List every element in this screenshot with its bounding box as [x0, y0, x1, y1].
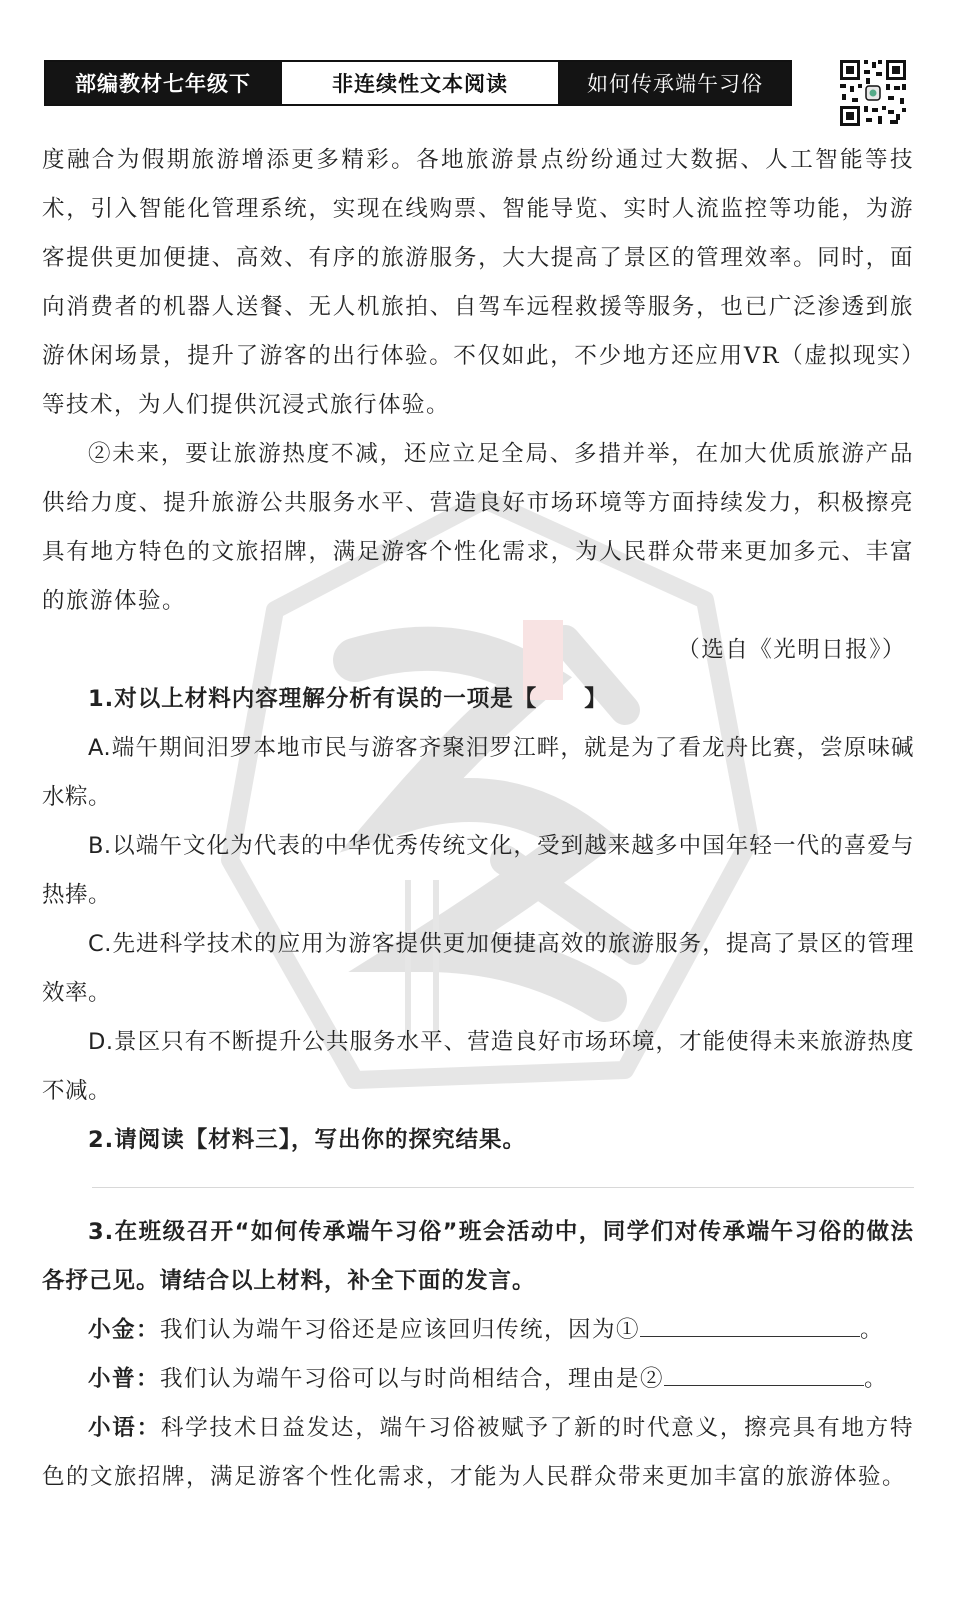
passage-source: （选自《光明日报》）: [677, 637, 906, 663]
speech-text: 我们认为端午习俗可以与时尚相结合，理由是②: [160, 1366, 665, 1392]
answer-blank-2[interactable]: [664, 1355, 864, 1386]
question-1-option-c: C.先进科学技术的应用为游客提供更加便捷高效的旅游服务，提高了景区的管理效率。: [42, 931, 914, 1006]
answer-blank-1[interactable]: [640, 1306, 860, 1337]
speech-text: 科学技术日益发达，端午习俗被赋予了新的时代意义，擦亮具有地方特色的文旅招牌，满足游客个性化需求，才能为人民群众带来更加丰富的旅游体验。: [42, 1415, 914, 1490]
speech-end: 。: [860, 1317, 885, 1343]
header-title-label: 如何传承端午习俗: [560, 62, 790, 104]
question-1-option-a: A.端午期间汨罗本地市民与游客齐聚汨罗江畔，就是为了看龙舟比赛，尝原味碱水粽。: [42, 735, 914, 810]
speech-line-xiaopu: [42, 1355, 914, 1404]
qr-code-icon[interactable]: [838, 58, 908, 128]
passage-paragraph-2: ②未来，要让旅游热度不减，还应立足全局、多措并举，在加大优质旅游产品供给力度、提升旅游公共服务水平、营造良好市场环境等方面持续发力，积极擦亮具有地方特色的文旅招牌，满足游客个性化需求，为人民群众带来更加多元、丰富的旅游体验。: [42, 441, 914, 614]
speech-text: 我们认为端午习俗还是应该回归传统，因为①: [160, 1317, 641, 1343]
speech-line-xiaoyu: [42, 1404, 914, 1502]
question-1-option-b: B.以端午文化为代表的中华优秀传统文化，受到越来越多中国年轻一代的喜爱与热捧。: [42, 833, 914, 908]
speaker-name: 小金：: [88, 1317, 161, 1343]
question-3-stem: 3.在班级召开“如何传承端午习俗”班会活动中，同学们对传承端午习俗的做法各抒己见。请结合以上材料，补全下面的发言。: [42, 1219, 914, 1294]
question-2-stem: 2.请阅读【材料三】，写出你的探究结果。: [88, 1127, 526, 1153]
question-1-option-d: D.景区只有不断提升公共服务水平、营造良好市场环境，才能使得未来旅游热度不减。: [42, 1029, 914, 1104]
answer-divider: [92, 1187, 914, 1188]
speech-end: 。: [864, 1366, 889, 1392]
main-content: [42, 136, 914, 1502]
speaker-name: 小语：: [88, 1415, 161, 1441]
speech-line-xiaojin: [42, 1306, 914, 1355]
passage-paragraph-1: 度融合为假期旅游增添更多精彩。各地旅游景点纷纷通过大数据、人工智能等技术，引入智能化管理系统，实现在线购票、智能导览、实时人流监控等功能，为游客提供更加便捷、高效、有序的旅游服务，大大提高了景区的管理效率。同时，面向消费者的机器人送餐、无人机旅拍、自驾车远程救援等服务，也已广泛渗透到旅游休闲场景，提升了游客的出行体验。不仅如此，不少地方还应用VR（虚拟现实）等技术，为人们提供沉浸式旅行体验。: [42, 147, 914, 418]
speaker-name: 小普：: [88, 1366, 161, 1392]
header-bar: [44, 60, 792, 106]
question-1-stem: 1.对以上材料内容理解分析有误的一项是【 】: [88, 686, 608, 712]
header-topic-label: 非连续性文本阅读: [280, 62, 560, 104]
header-textbook-label: 部编教材七年级下: [46, 62, 280, 104]
